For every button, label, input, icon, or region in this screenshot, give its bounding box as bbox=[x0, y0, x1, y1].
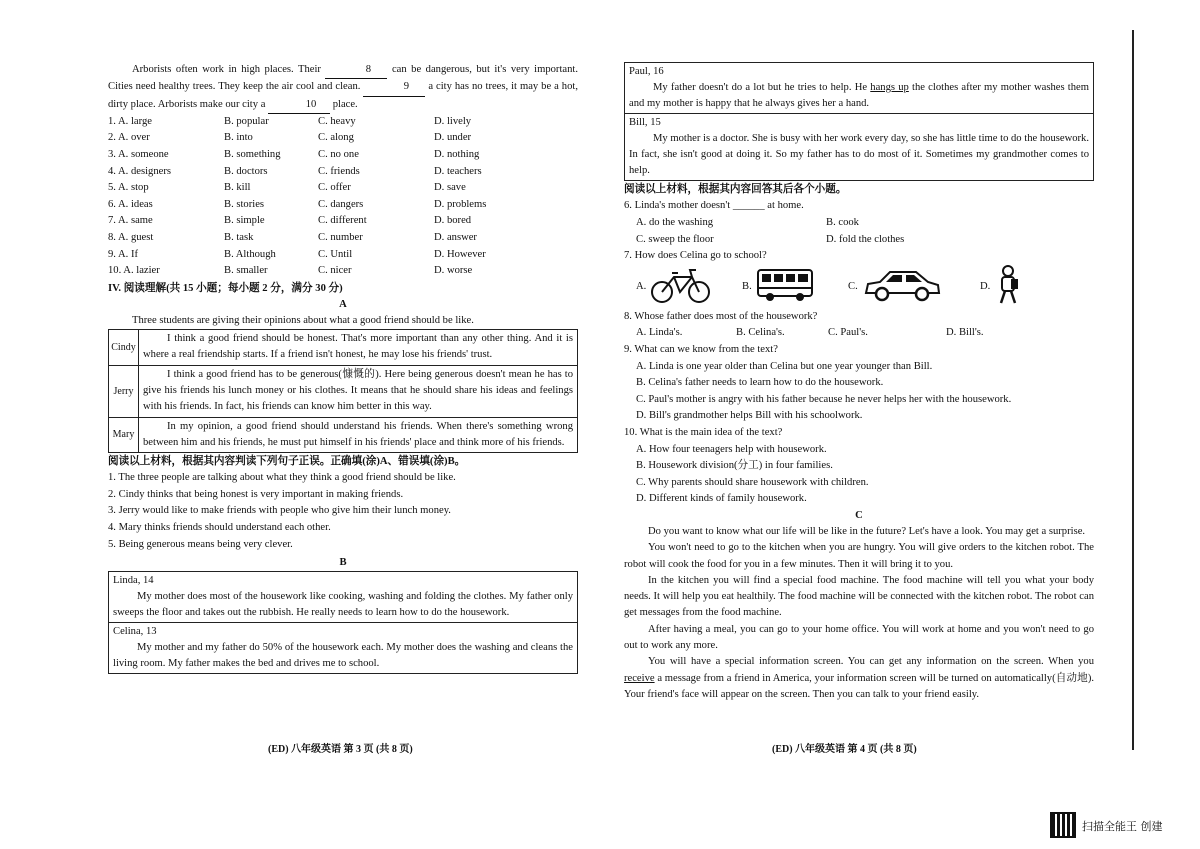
option-label: A. bbox=[636, 281, 647, 293]
opinion-table bbox=[108, 329, 578, 453]
question-7: 7. How does Celina go to school? bbox=[624, 250, 767, 262]
paragraph-part: a message from a friend in America, your information screen will be turned on automatically(自动地). Your friend's face will appear on the screen. Then you can talk to your friend easily. bbox=[624, 672, 1095, 700]
cloze-option: B. simple bbox=[224, 215, 265, 227]
cloze-option: B. Although bbox=[224, 248, 276, 260]
tf-instruction: 阅读以上材料，根据其内容判读下列句子正误。正确填(涂)A、错误填(涂)B。 bbox=[108, 456, 466, 468]
speaker-text: My mother and my father do 50% of the housework each. My mother does the washing and cleans the living room. My father makes the bed and drives me to school. bbox=[113, 641, 573, 670]
tf-item: 5. Being generous means being very clever. bbox=[108, 538, 293, 550]
option: D. Bill's grandmother helps Bill with his schoolwork. bbox=[636, 410, 863, 422]
question-7-options bbox=[624, 265, 1094, 309]
question-9: 9. What can we know from the text? bbox=[624, 344, 778, 356]
bicycle-icon bbox=[650, 265, 742, 308]
speaker-text: My mother is a doctor. She is busy with her work every day, so she has little time to do the housework. In fact, she isn't good at doing it. So my father has to do most of it. Sometimes my grandmother comes to help. bbox=[629, 132, 1089, 177]
speaker-text: My mother does most of the housework like cooking, washing and folding the clothes. My father only sweeps the floor and takes out the rubbish. He really needs to learn how to do the housework. bbox=[113, 590, 573, 618]
cloze-option: B. task bbox=[224, 232, 254, 244]
cloze-option: D. nothing bbox=[434, 149, 480, 161]
opinion-row bbox=[109, 365, 577, 417]
passage-a-intro: Three students are giving their opinions about what a good friend should be like. bbox=[132, 314, 474, 326]
passage-b-instruction: 阅读以上材料，根据其内容回答其后各个小题。 bbox=[624, 184, 847, 196]
opinion-text: I think a good friend should be honest. That's more important than any other thing. And it is where a real friendship starts. If a friend isn't honest, he may lose his friends' trust. bbox=[143, 333, 573, 361]
cloze-option: D. problems bbox=[434, 198, 487, 210]
walking-person-icon bbox=[994, 265, 1086, 308]
cloze-option: C. Until bbox=[318, 248, 353, 260]
passage-c-paragraph: You won't need to go to the kitchen when you are hungry. You will give orders to the kitchen robot. The robot will cook the food for you in a few minutes. Then it will bring it to you. bbox=[624, 542, 1094, 570]
cloze-option: 6. A. ideas bbox=[108, 198, 153, 210]
cloze-option: D. teachers bbox=[434, 165, 482, 177]
option: C. sweep the floor bbox=[636, 233, 714, 245]
cloze-text-1: Arborists often work in high places. Their bbox=[132, 64, 321, 75]
option: B. Housework division(分工) in four families. bbox=[636, 460, 833, 472]
page-footer-left: (ED) 八年级英语 第 3 页 (共 8 页) bbox=[268, 744, 413, 755]
cloze-option: 2. A. over bbox=[108, 132, 150, 144]
cloze-option: D. lively bbox=[434, 115, 472, 127]
cloze-option: B. smaller bbox=[224, 265, 268, 277]
cloze-option: B. doctors bbox=[224, 165, 268, 177]
question-6: 6. Linda's mother doesn't ______ at home. bbox=[624, 200, 804, 212]
cloze-option: B. stories bbox=[224, 198, 265, 210]
cloze-option: 8. A. guest bbox=[108, 232, 154, 244]
passage-b-box-continued bbox=[624, 62, 1094, 181]
option: D. fold the clothes bbox=[826, 233, 905, 245]
cloze-option: D. However bbox=[434, 248, 486, 260]
option: A. do the washing bbox=[636, 217, 714, 229]
bus-icon bbox=[756, 266, 848, 307]
option: B. Celina's father needs to learn how to do the housework. bbox=[636, 377, 884, 389]
question-6-options bbox=[624, 215, 1094, 248]
speaker-text-part: My father doesn't do a lot but he tries to help. He bbox=[653, 81, 868, 93]
cloze-option: C. heavy bbox=[318, 115, 356, 127]
cloze-option: D. answer bbox=[434, 232, 477, 244]
left-page bbox=[108, 62, 578, 674]
question-8: 8. Whose father does most of the housework? bbox=[624, 310, 818, 322]
passage-b-entry bbox=[109, 622, 577, 673]
passage-b-letter: B bbox=[339, 557, 347, 569]
right-page bbox=[624, 62, 1094, 703]
passage-a-letter: A bbox=[339, 298, 347, 310]
tf-item: 1. The three people are talking about what they think a good friend should be like. bbox=[108, 472, 456, 484]
blank-8: 8 bbox=[325, 62, 387, 79]
opinion-text: I think a good friend has to be generous(慷慨的). Here being generous doesn't mean he has to give his friends his lunch money or his clothes. It means that he should share his ideas and feelings with his friends. In fact, his friends can know him better in this way. bbox=[143, 368, 573, 413]
paragraph-part: You will have a special information screen. You can get any information on the screen. When you bbox=[648, 656, 1094, 668]
passage-c-letter: C bbox=[855, 509, 863, 521]
cloze-option: 9. A. If bbox=[108, 248, 139, 260]
opinion-name: Cindy bbox=[109, 330, 139, 365]
speaker-name: Linda, 14 bbox=[113, 575, 154, 587]
cloze-option: B. kill bbox=[224, 182, 251, 194]
passage-c-paragraph bbox=[624, 654, 1094, 703]
cloze-option: C. no one bbox=[318, 149, 359, 161]
page-edge-line bbox=[1132, 30, 1134, 750]
cloze-option: D. save bbox=[434, 182, 466, 194]
car-icon bbox=[862, 267, 980, 306]
speaker-name: Celina, 13 bbox=[113, 626, 157, 638]
cloze-option: 5. A. stop bbox=[108, 182, 149, 194]
cloze-text-3: a city has no trees, it may be a hot, dirty place. Arborists make our city a bbox=[108, 81, 578, 110]
opinion-name: Mary bbox=[109, 418, 139, 453]
passage-b-entry bbox=[625, 63, 1093, 113]
option: A. Linda's. bbox=[636, 327, 683, 339]
qr-code-icon bbox=[1050, 812, 1076, 838]
cloze-option: 1. A. large bbox=[108, 115, 152, 127]
speaker-text bbox=[629, 80, 1089, 113]
cloze-option: C. offer bbox=[318, 182, 351, 194]
speaker-text-part: the clothes after my mother washes them and my mother is happy that he always gives her a hand. bbox=[629, 81, 1089, 109]
blank-9: 9 bbox=[363, 79, 425, 96]
option: A. Linda is one year older than Celina but one year younger than Bill. bbox=[636, 360, 933, 372]
opinion-name: Jerry bbox=[109, 366, 139, 417]
cloze-text-4: place. bbox=[332, 98, 358, 110]
option-label: B. bbox=[742, 281, 752, 293]
cloze-option: B. something bbox=[224, 149, 281, 161]
section-4-heading: IV. 阅读理解(共 15 小题；每小题 2 分，满分 30 分) bbox=[108, 282, 343, 294]
cloze-option: C. dangers bbox=[318, 198, 364, 210]
cloze-option: 4. A. designers bbox=[108, 165, 171, 177]
tf-item: 3. Jerry would like to make friends with people who give him their lunch money. bbox=[108, 505, 451, 517]
option-label: D. bbox=[980, 281, 991, 293]
opinion-row bbox=[109, 417, 577, 453]
cloze-option: 7. A. same bbox=[108, 215, 153, 227]
page-footer-right: (ED) 八年级英语 第 4 页 (共 8 页) bbox=[772, 744, 917, 755]
cloze-option: B. popular bbox=[224, 115, 269, 127]
cloze-option: 3. A. someone bbox=[108, 149, 169, 161]
cloze-option: D. under bbox=[434, 132, 472, 144]
passage-c-paragraph: In the kitchen you will find a special food machine. The food machine will tell you what your body needs. It will help you eat healthily. The food machine will be connected with the kitchen robot. The robot can get messages from the food machine. bbox=[624, 574, 1094, 619]
cloze-option: D. worse bbox=[434, 265, 473, 277]
option: D. Bill's. bbox=[946, 327, 984, 339]
cloze-option: D. bored bbox=[434, 215, 472, 227]
question-8-options bbox=[624, 325, 1094, 342]
speaker-name: Paul, 16 bbox=[629, 66, 664, 77]
option: C. Why parents should share housework with children. bbox=[636, 476, 869, 488]
option: A. How four teenagers help with housework. bbox=[636, 443, 827, 455]
scanner-watermark: 扫描全能王 创建 bbox=[1082, 820, 1163, 833]
option: D. Different kinds of family housework. bbox=[636, 493, 807, 505]
passage-c-paragraph: After having a meal, you can go to your home office. You will work at home and you won't need to go out to work any more. bbox=[624, 623, 1094, 652]
underlined-word: receive bbox=[624, 672, 655, 684]
tf-item: 2. Cindy thinks that being honest is very important in making friends. bbox=[108, 488, 404, 500]
opinion-text: In my opinion, a good friend should understand his friends. When there's something wrong between him and his friends, he must put himself in his friends' place and think more of his friends. bbox=[143, 420, 573, 448]
cloze-passage bbox=[108, 62, 578, 114]
option: B. Celina's. bbox=[736, 327, 785, 339]
option-label: C. bbox=[848, 281, 858, 293]
cloze-option: B. into bbox=[224, 132, 253, 144]
cloze-option: C. different bbox=[318, 215, 367, 227]
tf-item: 4. Mary thinks friends should understand each other. bbox=[108, 521, 331, 533]
option: B. cook bbox=[826, 217, 859, 229]
speaker-name: Bill, 15 bbox=[629, 117, 661, 129]
passage-b-box bbox=[108, 571, 578, 674]
blank-10: 10 bbox=[268, 97, 330, 114]
cloze-option: 10. A. lazier bbox=[108, 265, 160, 277]
option: C. Paul's. bbox=[828, 327, 868, 339]
cloze-option: C. nicer bbox=[318, 265, 352, 277]
underlined-phrase: hangs up bbox=[870, 81, 909, 93]
cloze-text-2: can be dangerous, but it's very important. Cities need healthy trees. They keep the air cool and clean. bbox=[108, 64, 578, 93]
passage-b-entry bbox=[109, 572, 577, 622]
cloze-option: C. number bbox=[318, 232, 363, 244]
cloze-option: C. along bbox=[318, 132, 354, 144]
cloze-options-grid bbox=[108, 114, 578, 280]
cloze-option: C. friends bbox=[318, 165, 360, 177]
passage-c-paragraph: Do you want to know what our life will be like in the future? Let's have a look. You may get a surprise. bbox=[648, 525, 1086, 537]
opinion-row bbox=[109, 330, 577, 365]
question-10: 10. What is the main idea of the text? bbox=[624, 427, 783, 439]
passage-b-entry bbox=[625, 113, 1093, 180]
option: C. Paul's mother is angry with his father because he never helps her with the housework. bbox=[636, 393, 1012, 405]
